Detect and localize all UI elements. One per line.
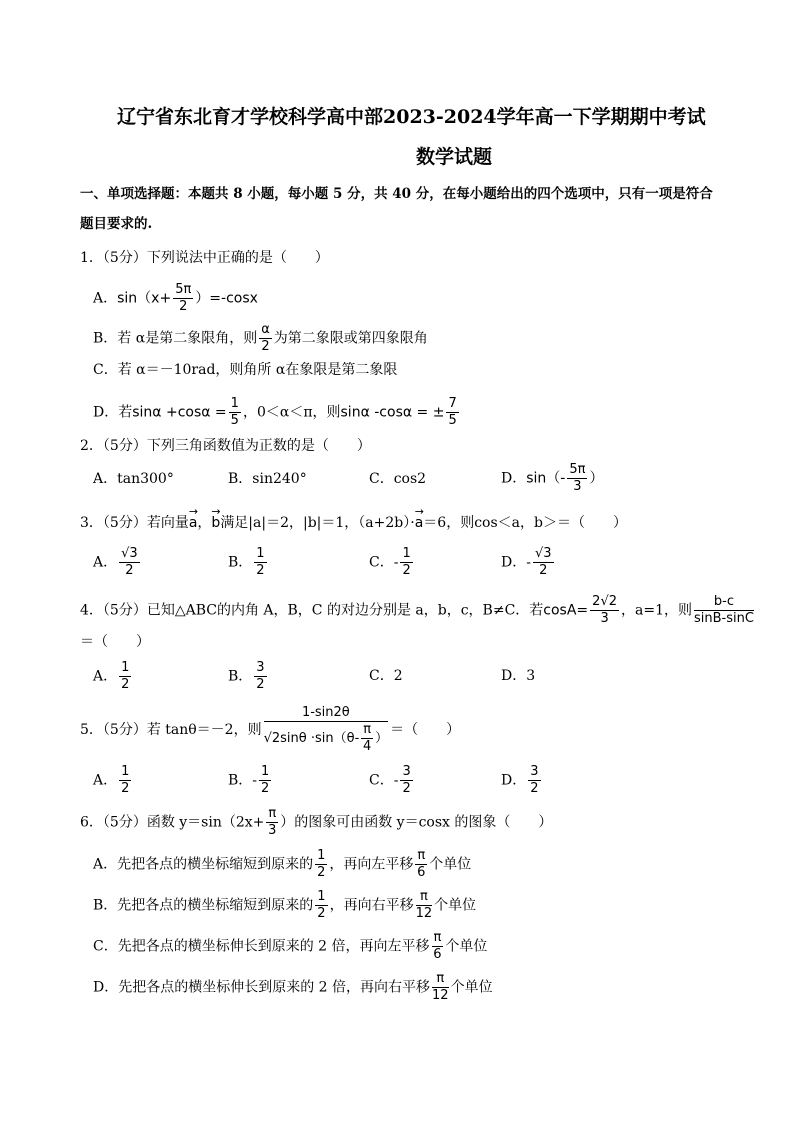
q1-option-c: C．若 α＝－10rad，则角所 α在象限是第二象限 <box>93 362 398 378</box>
q4-option-a: A． $\frac{1}{2}$ <box>93 660 130 692</box>
q3-stem: 3．（5分）若向量→ a，→ b满足|a|＝2，|b|＝1，（a+2b）·→ a＝6，则cos＜a，b＞＝（ ） <box>80 514 627 532</box>
q6-stem: 6．（5分）函数 y＝sin（2x+ $\frac{\pi}{3}$ ）的图象可由函数 y＝cosx 的图象（ ） <box>80 806 553 838</box>
q1-option-d: D．若sinα +cosα = $\frac{1}{5}$ ，0＜α＜π，则sinα -cosα = ± $\frac{7}{5}$ <box>93 396 457 428</box>
q3-option-a: A． $\frac{√3}{2}$ <box>93 546 138 578</box>
q6-option-b: B．先把各点的横坐标缩短到原来的 $\frac{1}{2}$ ，再向右平移 $\frac{\pi}{12}$ 个单位 <box>93 889 477 921</box>
q2-option-a: A．tan300° <box>93 471 174 487</box>
q4-stem: 4．（5分）已知△ABC的内角 A，B，C 的对边分别是 a，b，c，B≠C．若cosA= $\frac{2√2}{3}$ ，a=1，则 $\frac{b-c}{\sin B-\sin C}$ <box>80 594 754 626</box>
q2-option-b: B．sin240° <box>228 471 307 487</box>
q1-option-a: A．sin（x+ $\frac{5\pi}{2}$ ）=-cosx <box>93 282 258 314</box>
q6-option-d: D．先把各点的横坐标伸长到原来的 2 倍，再向右平移 $\frac{\pi}{12}$ 个单位 <box>93 971 493 1003</box>
section-header-line2: 题目要求的. <box>80 216 153 232</box>
q3-option-d: D．- $\frac{√3}{2}$ <box>501 546 552 578</box>
page-title-line1: 辽宁省东北育才学校科学高中部2023-2024学年高一下学期期中考试 <box>117 106 706 128</box>
q6-option-a: A．先把各点的横坐标缩短到原来的 $\frac{1}{2}$ ，再向左平移 $\frac{\pi}{6}$ 个单位 <box>93 848 472 880</box>
q5-option-b: B．- $\frac{1}{2}$ <box>228 764 270 796</box>
q4-stem-line2: ＝（ ） <box>80 634 150 650</box>
q3-option-c: C．- $\frac{1}{2}$ <box>369 546 411 578</box>
section-header-line1: 一、单项选择题：本题共 8 小题，每小题 5 分，共 40 分，在每小题给出的四个选项中，只有一项是符合 <box>80 186 713 202</box>
q2-option-d: D．sin（- $\frac{5\pi}{3}$ ） <box>501 462 604 494</box>
q4-option-c: C．2 <box>369 668 403 684</box>
q5-option-a: A． $\frac{1}{2}$ <box>93 764 130 796</box>
q5-option-c: C．- $\frac{3}{2}$ <box>369 764 411 796</box>
q3-option-b: B． $\frac{1}{2}$ <box>228 546 265 578</box>
q1-option-b: B．若 α是第二象限角，则 $\frac{\alpha}{2}$ 为第二象限或第四象限角 <box>93 322 428 354</box>
q2-stem: 2．（5分）下列三角函数值为正数的是（ ） <box>80 438 371 454</box>
q5-stem: 5．（5分）若 tanθ＝－2，则 1-sin2θ √2sinθ ·sin（θ- $\frac{\pi}{4}$ ） ＝（ ） <box>80 705 461 754</box>
page-title-line2: 数学试题 <box>416 146 493 168</box>
q5-option-d: D． $\frac{3}{2}$ <box>501 764 539 796</box>
q6-option-c: C．先把各点的横坐标伸长到原来的 2 倍，再向左平移 $\frac{\pi}{6}$ 个单位 <box>93 930 488 962</box>
q4-option-d: D．3 <box>501 668 536 684</box>
q1-stem: 1．（5分）下列说法中正确的是（ ） <box>80 250 329 266</box>
q4-option-b: B． $\frac{3}{2}$ <box>228 660 265 692</box>
q2-option-c: C．cos2 <box>369 471 427 487</box>
